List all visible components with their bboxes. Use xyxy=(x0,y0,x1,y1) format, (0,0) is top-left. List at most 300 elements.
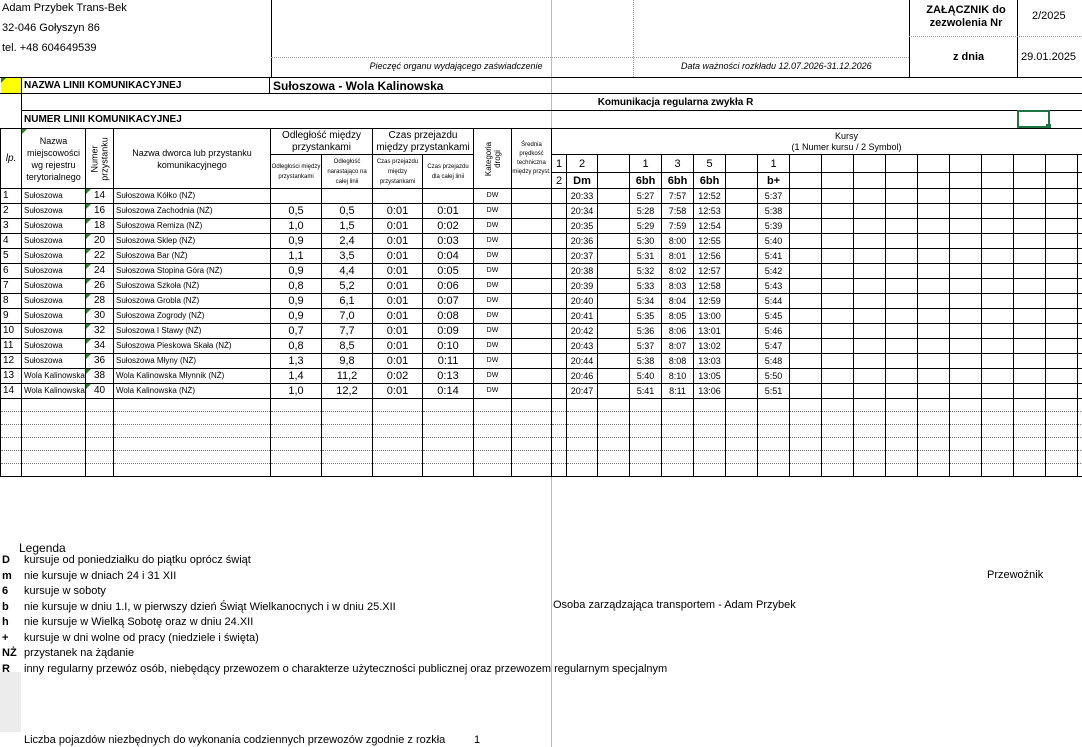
cell-time-of-day: 8:02 xyxy=(662,264,694,279)
cell-empty xyxy=(982,464,1014,477)
cell-empty xyxy=(22,464,86,477)
cell-empty xyxy=(790,279,822,294)
empty-row xyxy=(1,425,1082,438)
cell-empty xyxy=(423,399,474,412)
cell-time-of-day: 5:37 xyxy=(758,189,790,204)
cell-empty xyxy=(512,425,552,438)
cell-time-of-day: 8:10 xyxy=(662,369,694,384)
cell-empty xyxy=(474,412,512,425)
cell-time-of-day: 5:32 xyxy=(630,264,662,279)
cell-empty xyxy=(854,264,886,279)
cell-empty xyxy=(950,369,982,384)
cell-empty xyxy=(854,412,886,425)
cell-empty xyxy=(854,309,886,324)
cell-empty xyxy=(790,464,822,477)
cell-empty xyxy=(552,309,567,324)
cell-empty xyxy=(1,438,22,451)
cell-empty xyxy=(1078,438,1082,451)
cell-empty xyxy=(1,425,22,438)
cell-empty xyxy=(630,425,662,438)
row-marker-1: 1 xyxy=(552,155,567,173)
cell-empty xyxy=(886,354,918,369)
cell-empty xyxy=(630,451,662,464)
cell-speed xyxy=(512,279,552,294)
legend-title: Legenda xyxy=(19,541,66,555)
cell-stop-name: Sułoszowa Zachodnia (NŻ) xyxy=(114,204,271,219)
cell-empty xyxy=(1078,309,1082,324)
cell-empty xyxy=(918,234,950,249)
cell-empty xyxy=(1078,464,1082,477)
cell-empty xyxy=(918,189,950,204)
cell-empty xyxy=(694,451,726,464)
cell-stop-number: 16 xyxy=(86,204,114,219)
cell-empty xyxy=(1046,425,1078,438)
cell-stop-name: Sułoszowa Remiza (NŻ) xyxy=(114,219,271,234)
empty-row xyxy=(1,438,1082,451)
legend-item xyxy=(0,584,551,600)
cell-empty xyxy=(758,438,790,451)
cell-empty xyxy=(22,412,86,425)
cell-empty xyxy=(567,425,598,438)
cell-distance-total: 8,5 xyxy=(322,339,373,354)
cell-distance: 0,9 xyxy=(271,294,322,309)
cell-empty xyxy=(918,399,950,412)
cell-empty xyxy=(854,189,886,204)
cell-time: 0:01 xyxy=(373,234,423,249)
cell-empty xyxy=(982,425,1014,438)
cell-time-of-day: 5:35 xyxy=(630,309,662,324)
cell-time-of-day: 5:44 xyxy=(758,294,790,309)
cell-empty xyxy=(662,412,694,425)
cell-empty xyxy=(552,189,567,204)
legend-symbol: NŻ xyxy=(2,647,17,659)
cell-empty xyxy=(886,425,918,438)
cell-empty xyxy=(918,354,950,369)
cell-empty xyxy=(1046,264,1078,279)
legend-symbol: h xyxy=(2,616,9,628)
cell-speed xyxy=(512,189,552,204)
cell-empty xyxy=(552,279,567,294)
cell-empty xyxy=(950,399,982,412)
cell-empty xyxy=(758,464,790,477)
cell-empty xyxy=(598,324,630,339)
cell-empty xyxy=(271,425,322,438)
cell-stop-name: Sułoszowa Pieskowa Skała (NŻ) xyxy=(114,339,271,354)
cell-time-of-day: 5:38 xyxy=(630,354,662,369)
cell-time-of-day: 5:36 xyxy=(630,324,662,339)
legend-shade xyxy=(0,672,21,732)
cell-empty xyxy=(822,369,854,384)
cell-time: 0:01 xyxy=(373,204,423,219)
legend-text: nie kursuje w dniu 1.I, w pierwszy dzień Świąt Wielkanocnych i w dniu 25.XII xyxy=(24,600,396,613)
cell-empty xyxy=(726,339,758,354)
cell-empty xyxy=(886,399,918,412)
cell-empty xyxy=(726,425,758,438)
cell-time: 0:01 xyxy=(373,264,423,279)
cell-empty xyxy=(726,264,758,279)
cell-time-of-day: 5:41 xyxy=(630,384,662,399)
cell-empty xyxy=(886,279,918,294)
cell-time-of-day: 5:40 xyxy=(630,369,662,384)
cell-empty xyxy=(1014,264,1046,279)
cell-empty xyxy=(1078,451,1082,464)
legend-item xyxy=(0,615,551,631)
cell-time-total: 0:02 xyxy=(423,219,474,234)
cell-empty xyxy=(114,464,271,477)
cell-empty xyxy=(854,399,886,412)
cell-empty xyxy=(918,464,950,477)
cell-empty xyxy=(822,279,854,294)
cell-stop-number: 14 xyxy=(86,189,114,204)
cell-empty xyxy=(271,438,322,451)
legend-item xyxy=(0,553,551,569)
cell-locality: Sułoszowa xyxy=(22,294,86,309)
course-symbol: 6bh xyxy=(662,173,694,189)
cell-stop-name: Sułoszowa Szkoła (NŻ) xyxy=(114,279,271,294)
cell-empty xyxy=(886,249,918,264)
carrier-label: Przewoźnik xyxy=(987,569,1044,581)
cell-empty xyxy=(726,294,758,309)
course-number: 1 xyxy=(758,155,790,173)
cell-locality: Sułoszowa xyxy=(22,189,86,204)
cell-road: DW xyxy=(474,369,512,384)
cell-empty xyxy=(982,324,1014,339)
cell-lp: 11 xyxy=(1,339,22,354)
cell-time: 0:01 xyxy=(373,219,423,234)
cell-lp: 7 xyxy=(1,279,22,294)
cell-empty xyxy=(1014,204,1046,219)
cell-empty xyxy=(758,399,790,412)
cell-empty xyxy=(1,451,22,464)
cell-time-of-day: 20:39 xyxy=(567,279,598,294)
cell-empty xyxy=(918,264,950,279)
cell-empty xyxy=(1046,339,1078,354)
cell-empty xyxy=(822,249,854,264)
cell-lp: 2 xyxy=(1,204,22,219)
cell-lp: 8 xyxy=(1,294,22,309)
cell-empty xyxy=(322,451,373,464)
cell-time: 0:01 xyxy=(373,339,423,354)
cell-empty xyxy=(662,425,694,438)
cell-time-total: 0:06 xyxy=(423,279,474,294)
cell-empty xyxy=(1078,249,1082,264)
cell-empty xyxy=(1014,464,1046,477)
cell-speed xyxy=(512,384,552,399)
cell-time-of-day: 20:42 xyxy=(567,324,598,339)
cell-empty xyxy=(726,309,758,324)
cell-distance: 0,9 xyxy=(271,234,322,249)
cell-time-of-day: 8:08 xyxy=(662,354,694,369)
cell-distance: 0,9 xyxy=(271,264,322,279)
cell-empty xyxy=(1014,279,1046,294)
cell-time-of-day: 20:38 xyxy=(567,264,598,279)
cell-empty xyxy=(822,204,854,219)
cell-empty xyxy=(271,464,322,477)
cell-stop-name: Sułoszowa Sklep (NŻ) xyxy=(114,234,271,249)
cell-empty xyxy=(630,438,662,451)
cell-time-total: 0:05 xyxy=(423,264,474,279)
cell-empty xyxy=(758,425,790,438)
cell-time-of-day: 5:43 xyxy=(758,279,790,294)
cell-empty xyxy=(854,204,886,219)
cell-empty xyxy=(114,412,271,425)
cell-stop-name: Sułoszowa Kółko (NŻ) xyxy=(114,189,271,204)
cell-speed xyxy=(512,294,552,309)
cell-distance-total: 1,5 xyxy=(322,219,373,234)
cell-lp: 1 xyxy=(1,189,22,204)
cell-empty xyxy=(790,324,822,339)
cell-empty xyxy=(854,384,886,399)
cell-empty xyxy=(982,354,1014,369)
cell-time: 0:01 xyxy=(373,324,423,339)
cell-distance-total xyxy=(322,189,373,204)
cell-empty xyxy=(790,425,822,438)
cell-empty xyxy=(950,384,982,399)
line-name-value: Sułoszowa - Wola Kalinowska xyxy=(273,79,444,93)
table-row xyxy=(1,324,1082,339)
cell-empty xyxy=(854,324,886,339)
cell-empty xyxy=(982,234,1014,249)
cell-time-of-day: 5:46 xyxy=(758,324,790,339)
cell-empty xyxy=(886,189,918,204)
cell-empty xyxy=(373,451,423,464)
attachment-label: ZAŁĄCZNIK do zezwolenia Nr xyxy=(926,4,1006,29)
cell-empty xyxy=(22,425,86,438)
cell-empty xyxy=(1014,384,1046,399)
vehicles-note xyxy=(24,734,551,746)
cell-empty xyxy=(662,399,694,412)
cell-empty xyxy=(982,369,1014,384)
cell-time: 0:01 xyxy=(373,354,423,369)
cell-empty xyxy=(598,412,630,425)
cell-empty xyxy=(474,451,512,464)
cell-time-of-day: 20:36 xyxy=(567,234,598,249)
cell-empty xyxy=(552,264,567,279)
col-locality: Nazwa miejscowości wg rejestru terytorialnego xyxy=(26,135,81,182)
cell-time-of-day: 20:43 xyxy=(567,339,598,354)
cell-empty xyxy=(854,234,886,249)
course-number: 2 xyxy=(567,155,598,173)
cell-time-of-day: 12:54 xyxy=(694,219,726,234)
cell-empty xyxy=(322,399,373,412)
cell-time-of-day: 13:06 xyxy=(694,384,726,399)
cell-empty xyxy=(662,451,694,464)
cell-locality: Sułoszowa xyxy=(22,324,86,339)
cell-empty xyxy=(1014,438,1046,451)
cell-empty xyxy=(726,219,758,234)
cell-distance: 0,8 xyxy=(271,339,322,354)
cell-time-total: 0:09 xyxy=(423,324,474,339)
cell-empty xyxy=(982,264,1014,279)
col-distance-group: Odległość między przystankami xyxy=(271,129,373,155)
cell-empty xyxy=(822,425,854,438)
cell-empty xyxy=(512,451,552,464)
cell-empty xyxy=(790,264,822,279)
cell-empty xyxy=(630,412,662,425)
col-time-group: Czas przejazdu między przystankami xyxy=(373,129,474,155)
cell-empty xyxy=(790,412,822,425)
cell-empty xyxy=(552,354,567,369)
cell-empty xyxy=(886,324,918,339)
cell-lp: 10 xyxy=(1,324,22,339)
cell-empty xyxy=(598,294,630,309)
cell-road: DW xyxy=(474,294,512,309)
legend-text: przystanek na żądanie xyxy=(24,647,135,659)
cell-locality: Sułoszowa xyxy=(22,279,86,294)
cell-empty xyxy=(790,384,822,399)
cell-empty xyxy=(552,234,567,249)
cell-time-of-day: 8:06 xyxy=(662,324,694,339)
cell-speed xyxy=(512,339,552,354)
cell-empty xyxy=(918,369,950,384)
cell-time-of-day: 20:37 xyxy=(567,249,598,264)
cell-time: 0:01 xyxy=(373,294,423,309)
cell-time-of-day: 20:35 xyxy=(567,219,598,234)
cell-empty xyxy=(1014,412,1046,425)
cell-empty xyxy=(598,189,630,204)
cell-empty xyxy=(598,249,630,264)
cell-time-total: 0:08 xyxy=(423,309,474,324)
cell-time-of-day: 20:46 xyxy=(567,369,598,384)
cell-empty xyxy=(1046,234,1078,249)
cell-empty xyxy=(982,309,1014,324)
cell-stop-number: 34 xyxy=(86,339,114,354)
col-stop-number: Numer przystanku xyxy=(89,136,110,181)
cell-empty xyxy=(1078,324,1082,339)
cell-distance-total: 7,7 xyxy=(322,324,373,339)
cell-empty xyxy=(790,234,822,249)
cell-empty xyxy=(1014,425,1046,438)
cell-empty xyxy=(86,438,114,451)
legend-item xyxy=(0,600,551,616)
cell-time-of-day: 20:47 xyxy=(567,384,598,399)
cell-empty xyxy=(790,249,822,264)
cell-empty xyxy=(373,412,423,425)
legend-symbol: + xyxy=(2,631,9,644)
cell-lp: 13 xyxy=(1,369,22,384)
cell-time-of-day: 12:58 xyxy=(694,279,726,294)
cell-empty xyxy=(373,438,423,451)
cell-empty xyxy=(114,451,271,464)
cell-empty xyxy=(918,425,950,438)
company-name: Adam Przybek Trans-Bek xyxy=(2,2,127,14)
cell-time-of-day: 12:56 xyxy=(694,249,726,264)
cell-empty xyxy=(1014,234,1046,249)
cell-empty xyxy=(982,294,1014,309)
cell-empty xyxy=(854,464,886,477)
timetable xyxy=(0,128,1082,477)
cell-empty xyxy=(950,294,982,309)
cell-empty xyxy=(630,399,662,412)
course-symbol: 6bh xyxy=(694,173,726,189)
cell-empty xyxy=(86,412,114,425)
cell-empty xyxy=(598,234,630,249)
cell-locality: Sułoszowa xyxy=(22,219,86,234)
cell-time-of-day: 8:07 xyxy=(662,339,694,354)
cell-empty xyxy=(726,412,758,425)
cell-time-of-day: 12:52 xyxy=(694,189,726,204)
cell-empty xyxy=(822,438,854,451)
cell-empty xyxy=(474,425,512,438)
col-distance-total: Odległość narastająco na całej linii xyxy=(322,155,373,189)
legend-symbol: b xyxy=(2,600,9,613)
vehicles-count-shown: 1 xyxy=(474,734,481,746)
cell-empty xyxy=(950,189,982,204)
cell-time-of-day: 8:04 xyxy=(662,294,694,309)
cell-empty xyxy=(1078,339,1082,354)
cell-empty xyxy=(1078,354,1082,369)
line-number-label: NUMER LINII KOMUNIKACYJNEJ xyxy=(24,114,182,125)
cell-empty xyxy=(950,204,982,219)
cell-distance-total: 3,5 xyxy=(322,249,373,264)
empty-row xyxy=(1,399,1082,412)
legend-symbol: m xyxy=(2,569,12,582)
cell-empty xyxy=(598,339,630,354)
attachment-number: 2/2025 xyxy=(1032,10,1066,22)
cell-empty xyxy=(423,451,474,464)
cell-empty xyxy=(1078,189,1082,204)
cell-empty xyxy=(950,279,982,294)
cell-time-of-day: 5:40 xyxy=(758,234,790,249)
cell-empty xyxy=(1046,309,1078,324)
col-time-between: Czas przejazdu między przystankami xyxy=(373,155,423,189)
cell-empty xyxy=(950,438,982,451)
cell-empty xyxy=(552,294,567,309)
cell-empty xyxy=(1014,249,1046,264)
cell-stop-number: 18 xyxy=(86,219,114,234)
cell-empty xyxy=(474,399,512,412)
line-name-label: NAZWA LINII KOMUNIKACYJNEJ xyxy=(24,80,182,91)
cell-empty xyxy=(271,399,322,412)
legend-text: kursuje od poniedziałku do piątku oprócz świąt xyxy=(24,554,251,566)
cell-road: DW xyxy=(474,219,512,234)
cell-empty xyxy=(854,249,886,264)
col-time-total: Czas przejazdu dla całej linii xyxy=(423,155,474,189)
cell-locality: Sułoszowa xyxy=(22,234,86,249)
vehicles-text: Liczba pojazdów niezbędnych do wykonania codziennych przewozów zgodnie z rozkła xyxy=(24,734,446,746)
cell-empty xyxy=(567,412,598,425)
course-symbol: Dm xyxy=(567,173,598,189)
cell-empty xyxy=(982,204,1014,219)
cell-empty xyxy=(598,204,630,219)
stamp-caption: Pieczęć organu wydającego zaświadczenie xyxy=(369,61,543,71)
legend-symbol: 6 xyxy=(2,585,9,597)
cell-empty xyxy=(22,438,86,451)
table-row xyxy=(1,309,1082,324)
cell-empty xyxy=(271,412,322,425)
cell-locality: Sułoszowa xyxy=(22,204,86,219)
cell-empty xyxy=(552,204,567,219)
cell-stop-number: 26 xyxy=(86,279,114,294)
cell-empty xyxy=(1078,384,1082,399)
cell-empty xyxy=(694,438,726,451)
cell-time-of-day: 8:03 xyxy=(662,279,694,294)
cell-empty xyxy=(423,425,474,438)
cell-time-total: 0:07 xyxy=(423,294,474,309)
transport-manager: Osoba zarządzająca transportem - Adam Przybek xyxy=(553,599,796,611)
cell-distance-total: 7,0 xyxy=(322,309,373,324)
cell-empty xyxy=(822,464,854,477)
cell-locality: Wola Kalinowska xyxy=(22,384,86,399)
cell-empty xyxy=(726,189,758,204)
cell-empty xyxy=(854,425,886,438)
cell-empty xyxy=(423,464,474,477)
cell-time-of-day: 5:39 xyxy=(758,219,790,234)
cell-empty xyxy=(474,438,512,451)
cell-empty xyxy=(854,438,886,451)
cell-empty xyxy=(854,219,886,234)
cell-stop-name: Wola Kalinowska (NŻ) xyxy=(114,384,271,399)
